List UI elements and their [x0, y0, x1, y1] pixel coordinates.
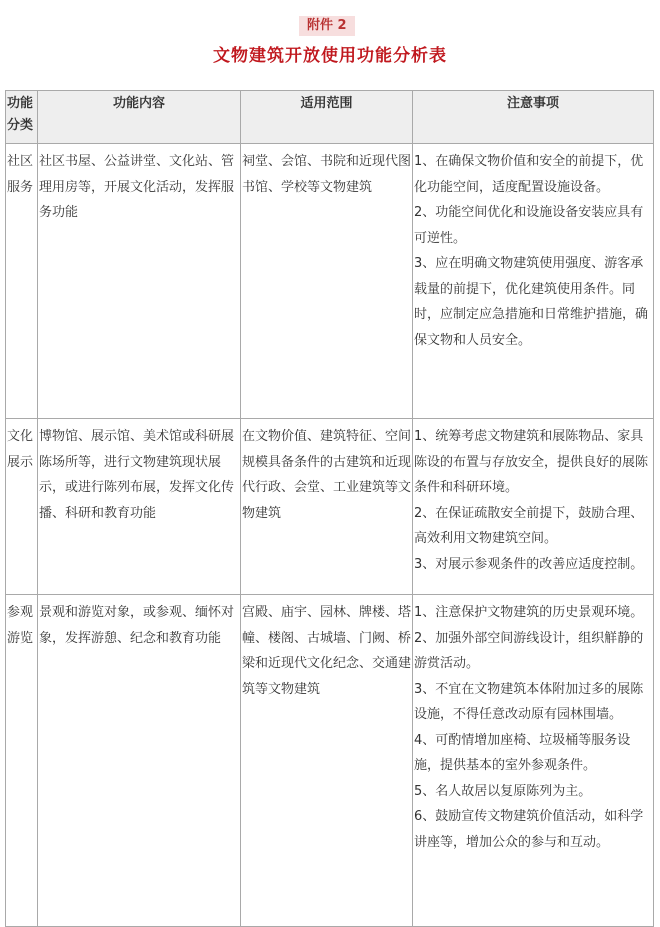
- note-item: 1、统筹考虑文物建筑和展陈物品、家具陈设的布置与存放安全，提供良好的展陈条件和科研环境。: [414, 429, 649, 495]
- row-scope: 祠堂、会馆、书院和近现代图书馆、学校等文物建筑: [241, 144, 413, 419]
- row-notes: [413, 595, 654, 927]
- note-item: 3、不宜在文物建筑本体附加过多的展陈设施，不得任意改动原有园林围墙。: [414, 681, 644, 722]
- note-item: 3、应在明确文物建筑使用强度、游客承载量的前提下，优化建筑使用条件。同时，应制定应急措施和日常维护措施，确保文物和人员安全。: [414, 256, 649, 348]
- header-category: 功能分类: [6, 91, 38, 144]
- table-row: [6, 595, 654, 927]
- note-item: 2、功能空间优化和设施设备安装应具有可逆性。: [414, 205, 644, 246]
- function-analysis-table: [5, 90, 654, 927]
- note-item: 6、鼓励宣传文物建筑价值活动，如科学讲座等，增加公众的参与和互动。: [414, 809, 644, 850]
- row-scope: 宫殿、庙宇、园林、牌楼、塔幢、楼阁、古城墙、门阙、桥梁和近现代文化纪念、交通建筑等文物建筑: [241, 595, 413, 927]
- table-header-row: [6, 91, 654, 144]
- row-category: 参观游览: [6, 595, 38, 927]
- document-title: 文物建筑开放使用功能分析表: [213, 46, 447, 66]
- note-item: 1、注意保护文物建筑的历史景观环境。: [414, 605, 644, 620]
- attachment-label: 附件 2: [299, 16, 355, 36]
- note-item: 1、在确保文物价值和安全的前提下，优化功能空间，适度配置设施设备。: [414, 154, 644, 195]
- row-notes: [413, 144, 654, 419]
- note-item: 3、对展示参观条件的改善应适度控制。: [414, 556, 644, 572]
- header-content: 功能内容: [38, 91, 241, 144]
- row-category: 文化展示: [6, 419, 38, 595]
- row-notes: [413, 419, 654, 595]
- header-notes: 注意事项: [413, 91, 654, 144]
- row-content: 社区书屋、公益讲堂、文化站、管理用房等，开展文化活动，发挥服务功能: [38, 144, 241, 419]
- table-row: [6, 419, 654, 595]
- row-content: 景观和游览对象，或参观、缅怀对象，发挥游憩、纪念和教育功能: [38, 595, 241, 927]
- row-category: 社区服务: [6, 144, 38, 419]
- note-item: 4、可酌情增加座椅、垃圾桶等服务设施，提供基本的室外参观条件。: [414, 732, 631, 773]
- header-scope: 适用范围: [241, 91, 413, 144]
- note-item: 2、在保证疏散安全前提下，鼓励合理、高效利用文物建筑空间。: [414, 505, 644, 546]
- row-scope: 在文物价值、建筑特征、空间规模具备条件的古建筑和近现代行政、会堂、工业建筑等文物建筑: [241, 419, 413, 595]
- note-item: 5、名人故居以复原陈列为主。: [414, 783, 592, 799]
- note-item: 2、加强外部空间游线设计，组织觧静的游赏活动。: [414, 630, 644, 671]
- table-row: [6, 144, 654, 419]
- row-content: 博物馆、展示馆、美术馆或科研展陈场所等，进行文物建筑现状展示，或进行陈列布展，发挥文化传播、科研和教育功能: [38, 419, 241, 595]
